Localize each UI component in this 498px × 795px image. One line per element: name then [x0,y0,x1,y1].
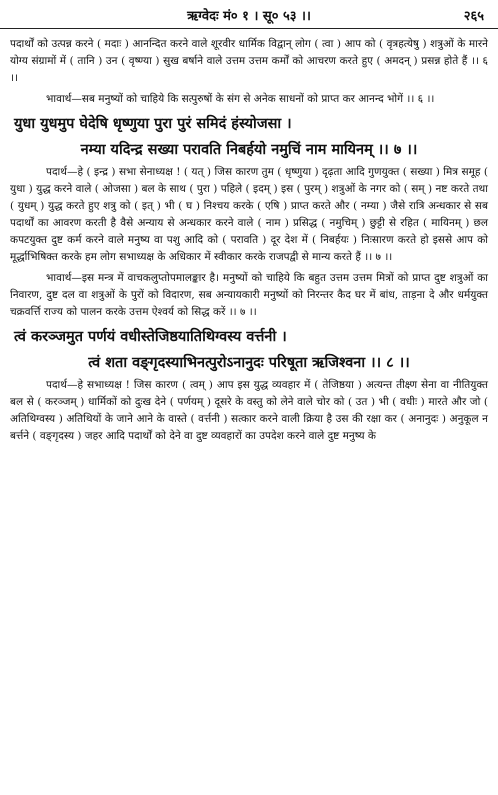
padartha-continuation: पदार्थों को उत्पन्न करने ( मदाः ) आनन्दित करने वाले शूरवीर धार्मिक विद्वान् लोग ( त्वा ) आप को ( वृत्रहत्येषु ) शत्रुओं के मारने योग्य संग्रामों में ( तानि ) उन ( वृष्ण्या ) सुख बर्षाने वाले उत्तम उत्तम कर्मों को आचरण करते हुए ( अमदन् ) प्रसन्न होते हैं ।। ६ ।। [10,38,488,84]
mantra-8-line-2: त्वं शता वङ्गृदस्याभिनत्पुरोऽनानुदः परिषूता ऋजिश्वना ।। ८ ।। [88,354,410,371]
mantra-8-line-1: त्वं करञ्जमुत पर्णयं वधीस्तेजिष्ठयातिथिग्वस्य वर्त्तनी । [14,328,287,345]
bhavartha-6: भावार्थ—सब मनुष्यों को चाहिये कि सत्पुरुषों के संग से अनेक साधनों को प्राप्त कर आनन्द भोगें ।। ६ ।। [46,93,435,105]
bhavartha-7: भावार्थ—इस मन्त्र में वाचकलुप्तोपमालङ्कार है। मनुष्यों को चाहिये कि बहुत उत्तम उत्तम मित्रों को प्राप्त दुष्ट शत्रुओं का निवारण, दुष्ट दल वा शत्रुओं के पुरों को विदारण, सब अन्यायकारी मनुष्यों को निरन्तर कैद घर में बांध, ताड़ना दे और धर्मयुक्त चक्रवर्त्ति राज्य को पालन करके उत्तम ऐश्वर्य को सिद्ध करें ।। ७ ।। [10,272,488,318]
page-header [0,6,498,29]
mantra-7-line-2: नम्या यदिन्द्र सख्या परावति निबर्हयो नमुचिं नाम मायिनम् ।। ७ ।। [80,141,418,158]
running-title: ऋग्वेदः मं० १ । सू० ५३ ।। [187,9,311,24]
mantra-7-line-1: युधा युधमुप घेदेषि धृष्णुया पुरा पुरं समिदं हंस्योजसा । [14,115,292,132]
page-body [10,36,488,449]
page-number: २६५ [463,9,484,24]
padartha-8: पदार्थ—हे सभाध्यक्ष ! जिस कारण ( त्वम् ) आप इस युद्ध व्यवहार में ( तेजिष्ठया ) अत्यन्त तीक्ष्ण सेना वा नीतियुक्त बल से ( करञ्जम् ) धार्मिकों को दुःख देने ( पर्णयम् ) दूसरे के वस्तु को लेने वाले चोर को ( उत ) भी ( वधीः ) मारते और जो ( अतिथिग्वस्य ) अतिथियों के जाने आने के वास्ते ( वर्त्तनी ) सत्कार करने वाली क्रिया है उस की रक्षा कर ( अनानुदः ) अनुकूल न बर्त्तने ( वङ्गृदस्य ) जहर आदि पदार्थों को देने वा दुष्ट व्यवहारों का उपदेश करने वाले दुष्ट मनुष्य के [10,379,488,442]
padartha-7: पदार्थ—हे ( इन्द्र ) सभा सेनाध्यक्ष ! ( यत् ) जिस कारण तुम ( धृष्णुया ) दृढ़ता आदि गुणयुक्त ( सख्या ) मित्र समूह ( युधा ) युद्ध करने वाले ( ओजसा ) बल के साथ ( पुरा ) पहिले ( इदम् ) इस ( पुरम् ) शत्रुओं के नगर को ( सम् ) नष्ट करते तथा ( युधम् ) युद्ध करते हुए शत्रु को ( इत् ) भी ( घ ) निश्चय करके ( एषि ) प्राप्त करते और ( नम्या ) जैसे रात्रि अन्धकार से सब पदार्थों का आवरण करती है वैसे अन्याय से अन्धकार करने वाले ( नाम ) प्रसिद्ध ( नमुचिम् ) छुट्टी से रहित ( मायिनम् ) छल कपटयुक्त दुष्ट कर्म करने वाले मनुष्य वा पशु आदि को ( परावति ) दूर देश में ( निबर्हयः ) निःसारण करते हो इससे आप को मूर्द्धाभिषिक्त करके हम लोग सभाध्यक्ष के अधिकार में स्वीकार करके राजपद्वी से मान्य करते हैं ।। ७ ।। [10,166,488,263]
